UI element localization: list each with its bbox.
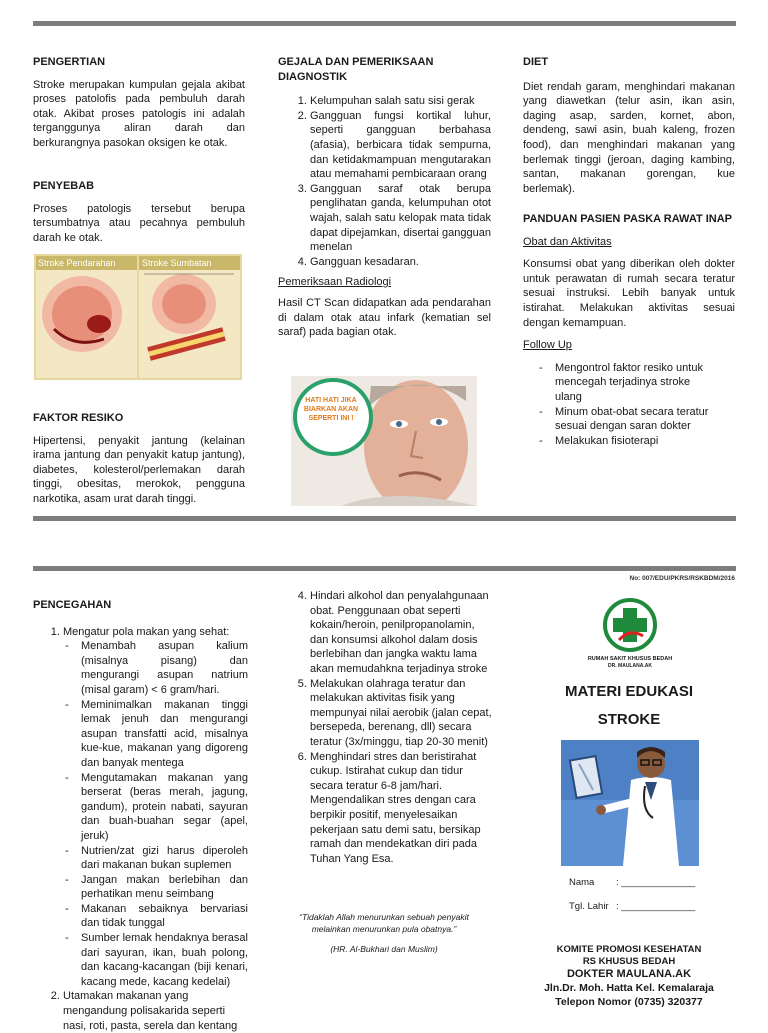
pengertian-heading: PENGERTIAN <box>33 56 106 68</box>
pengertian-section <box>33 55 245 151</box>
pencegahan-section <box>33 598 248 1033</box>
penyebab-text: Proses patologis tersebut berupa tersumbatnya atau pecahnya pembuluh darah ke otak. <box>33 202 245 244</box>
pencegahan-sublist <box>63 639 248 989</box>
list-item: - Nutrien/zat gizi harus diperoleh dari makanan bukan suplemen <box>63 844 248 873</box>
list-item: - Mengontrol faktor resiko untuk mencegah terjadinya stroke ulang <box>537 361 717 405</box>
penyebab-section <box>33 179 245 245</box>
cover-title-1: MATERI EDUKASI <box>564 683 694 700</box>
list-item: - Mengutamakan makanan yang berserat (beras merah, jagung, gandum), protein nabati, sayuran dan buah-buahan segar (apel, jeruk) <box>63 771 248 844</box>
gejala-list <box>278 94 491 269</box>
stroke-illustration <box>34 254 242 380</box>
list-item: 2. Utamakan makanan yang mengandung polisakarida seperti nasi, roti, pasta, serela dan kentang <box>63 989 248 1033</box>
footer-line-1: KOMITE PROMOSI KESEHATAN <box>556 944 702 955</box>
tgl-lahir-label: Tgl. Lahir <box>569 901 609 912</box>
list-item: - Meminimalkan makanan tinggi lemak jenuh dan mengurangi asupan transfatti acid, misalnya kue-kue, makanan yang digoreng dan banyak mentega <box>63 698 248 771</box>
list-item: 6. Menghindari stres dan beristirahat cukup. Istirahat cukup dan tidur secara teratur 6-8 jam/hari. Mengendalikan stres dengan cara berpikir positif, menyelesaikan pekerjaan satu demi satu, bersikap ramah dan mendekatkan diri pada Tuhan Yang Esa. <box>310 750 493 867</box>
list-item: 1. Kelumpuhan salah satu sisi gerak <box>310 94 491 109</box>
list-item: - Minum obat-obat secara teratur sesuai dengan saran dokter <box>537 405 717 434</box>
list-item: - Melakukan fisioterapi <box>537 434 717 449</box>
gejala-section <box>278 55 491 340</box>
face-warning-image <box>291 376 477 506</box>
obat-aktivitas-text: Konsumsi obat yang diberikan oleh dokter untuk perawatan di rumah secara teratur sesuai instruksi. Lebih banyak untuk istirahat. Melakukan aktivitas sesuai dengan kemampuan. <box>523 258 735 329</box>
document-number: No: 007/EDU/PKRS/RSKBDM/2016 <box>629 575 735 582</box>
penyebab-heading: PENYEBAB <box>33 180 95 192</box>
follow-up-list <box>523 361 717 449</box>
top-rule <box>33 21 736 26</box>
list-item: 5. Melakukan olahraga teratur dan melakukan aktivitas fisik yang mempunyai nilai aerobik (jalan cepat, bersepeda, berenang, dll) secara teratur (3x/minggu, tiap 20-30 menit) <box>310 677 493 750</box>
middle-rule-2 <box>33 566 736 571</box>
logo-caption-2: DR. MAULANA.AK <box>608 663 652 669</box>
quote-source: (HR. Al-Bukhari dan Muslim) <box>330 944 438 954</box>
diet-heading: DIET <box>523 56 549 68</box>
pencegahan-heading: PENCEGAHAN <box>33 599 112 611</box>
stroke-pendarahan-label: Stroke Pendarahan <box>38 258 116 268</box>
radiologi-text: Hasil CT Scan didapatkan ada pendarahan di dalam otak atau infark (kematian sel saraf) pada bagian otak. <box>278 296 491 339</box>
pencegahan-continued <box>278 589 493 866</box>
footer-line-4: Jln.Dr. Moh. Hatta Kel. Kemalaraja <box>544 982 714 994</box>
footer-line-3: DOKTER MAULANA.AK <box>566 968 692 980</box>
faktor-resiko-text: Hipertensi, penyakit jantung (kelainan irama jantung dan penyakit katup jantung), diabetes, kolesterol/perlemakan darah tinggi, obesitas, merokok, pengguna narkotika, asam urat darah tinggi. <box>33 434 245 505</box>
footer-line-2: RS KHUSUS BEDAH <box>582 956 676 967</box>
stroke-sumbatan-label: Stroke Sumbatan <box>142 258 212 268</box>
list-item: - Menambah asupan kalium (misalnya pisang) dan mengurangi asupan natrium (misal garam) < 6 gram/hari. <box>63 639 248 697</box>
warning-bubble-text: HATI HATI JIKA BIARKAN AKAN SEPERTI INI ! <box>303 397 359 422</box>
pencegahan-list-continued <box>278 589 493 866</box>
nama-label: Nama <box>569 877 595 888</box>
quote: “Tidaklah Allah menurunkan sebuah penyakit melainkan menurunkan pula obatnya.” <box>299 912 469 934</box>
gejala-heading: GEJALA DAN PEMERIKSAAN DIAGNOSTIK <box>278 56 434 83</box>
faktor-resiko-section <box>33 411 245 507</box>
doctor-illustration <box>561 740 699 866</box>
list-item: 3. Gangguan saraf otak berupa penglihatan ganda, kelumpuhan otot wajah, salah satu kelopak mata tidak dapat dipejamkan, disertai gangguan menelan <box>310 182 491 255</box>
list-item <box>63 625 248 990</box>
diet-section <box>523 55 735 196</box>
pengertian-text: Stroke merupakan kumpulan gejala akibat proses patolofis pada pembuluh darah otak. Akibat proses patologis ini adalah terganggunya aliran darah dan berkurangnya pasokan oksigen ke otak. <box>33 78 245 149</box>
pencegahan-list <box>33 625 248 1033</box>
cover-footer <box>523 944 735 1009</box>
faktor-resiko-heading: FAKTOR RESIKO <box>33 412 124 424</box>
list-item: 4. Gangguan kesadaran. <box>310 255 491 270</box>
list-item: 2. Gangguan fungsi kortikal luhur, seperti gangguan berbahasa (afasia), berbicara tidak sempurna, dan ketidakmampuan mengutarakan atau memahami pembicaraan orang <box>310 109 491 182</box>
follow-up-heading: Follow Up <box>523 339 572 352</box>
obat-aktivitas-heading: Obat dan Aktivitas <box>523 235 612 248</box>
diet-text: Diet rendah garam, menghindari makanan yang diawetkan (telur asin, ikan asin, daging asap, sarden, kornet, abon, dendeng, sawi asin, buah kaleng, frozen food), dan menghindari makanan yang berlemak tinggi (jeroan, daging kambing, santan, makanan gorengan, kue berlemak). <box>523 80 735 195</box>
list-item: 4. Hindari alkohol dan penyalahgunaan obat. Penggunaan obat seperti kokain/heroin, penilpropanolamin, dan konsumsi alkohol dalam dosis berlebihan dan jangka waktu lama akan memudahkna terjadinya stroke <box>310 589 493 677</box>
nama-field[interactable]: : ______________ <box>616 877 696 888</box>
list-item: - Jangan makan berlebihan dan perhatikan menu seimbang <box>63 873 248 902</box>
panduan-heading: PANDUAN PASIEN PASKA RAWAT INAP <box>523 213 733 225</box>
list-item: - Sumber lemak hendaknya berasal dari sayuran, ikan, buah polong, dan kacang-kacangan (biji kenari, kacang mede, kacang kedelai) <box>63 931 248 989</box>
radiologi-heading: Pemeriksaan Radiologi <box>278 276 392 289</box>
hospital-logo <box>599 598 661 660</box>
tgl-lahir-field[interactable]: : ______________ <box>616 901 696 912</box>
footer-line-5: Telepon Nomor (0735) 320377 <box>555 996 703 1008</box>
middle-rule-1 <box>33 516 736 521</box>
cover-title-2: STROKE <box>597 711 661 728</box>
logo-caption-1: RUMAH SAKIT KHUSUS BEDAH <box>587 656 673 662</box>
panduan-section <box>523 212 735 448</box>
list-item: - Makanan sebaiknya bervariasi dan tidak tunggal <box>63 902 248 931</box>
pencegahan-item-1: Mengatur pola makan yang sehat: <box>63 625 230 638</box>
